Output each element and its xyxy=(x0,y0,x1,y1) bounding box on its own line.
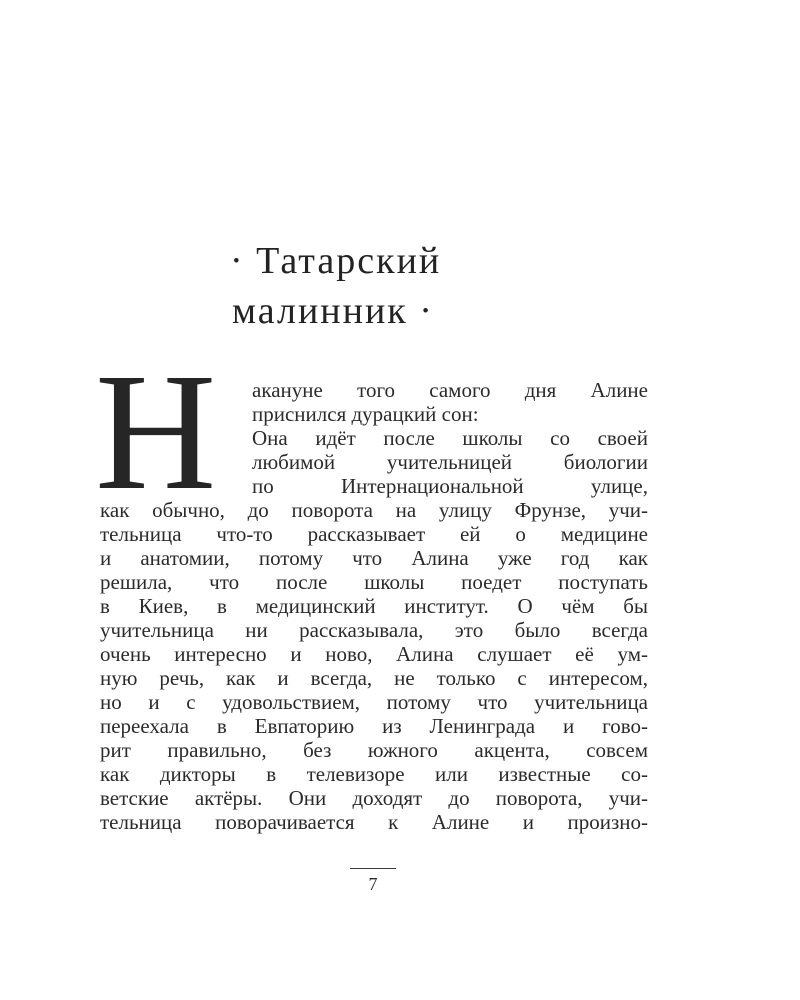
chapter-title xyxy=(220,236,580,336)
text-line: по Интернациональной улице, xyxy=(252,474,648,498)
text-line: как дикторы в телевизоре или известные со- xyxy=(100,762,648,786)
chapter-title-line-1: · Татарский xyxy=(230,240,442,282)
text-line: переехала в Евпаторию из Ленинграда и гово- xyxy=(100,714,648,738)
text-line: как обычно, до поворота на улицу Фрунзе, учи- xyxy=(100,498,648,522)
text-line: приснился дурацкий сон: xyxy=(252,402,479,426)
text-line: учительница ни рассказывала, это было всегда xyxy=(100,618,648,642)
text-line: в Киев, в медицинский институт. О чём бы xyxy=(100,594,648,618)
text-line: но и с удовольствием, потому что учительница xyxy=(100,690,648,714)
chapter-title-line-2: малинник · xyxy=(232,290,434,332)
text-line: рит правильно, без южного акцента, совсем xyxy=(100,738,648,762)
text-line: очень интересно и ново, Алина слушает её ум- xyxy=(100,642,648,666)
drop-cap-paragraph-lines xyxy=(252,378,648,498)
text-line: ветские актёры. Они доходят до поворота, учи- xyxy=(100,786,648,810)
drop-cap-letter: Н xyxy=(95,339,217,525)
body-paragraph xyxy=(100,498,648,834)
text-line: тельница что-то рассказывает ей о медицине xyxy=(100,522,648,546)
text-line: и анатомии, потому что Алина уже год как xyxy=(100,546,648,570)
text-line: Она идёт после школы со своей xyxy=(252,426,648,450)
footer-divider xyxy=(350,868,396,869)
text-line: решила, что после школы поедет поступать xyxy=(100,570,648,594)
text-line: ную речь, как и всегда, не только с интересом, xyxy=(100,666,648,690)
text-line: акануне того самого дня Алине xyxy=(252,378,648,402)
page-number: 7 xyxy=(368,874,378,894)
text-line: любимой учительницей биологии xyxy=(252,450,648,474)
text-line: тельница поворачивается к Алине и произно- xyxy=(100,810,648,834)
